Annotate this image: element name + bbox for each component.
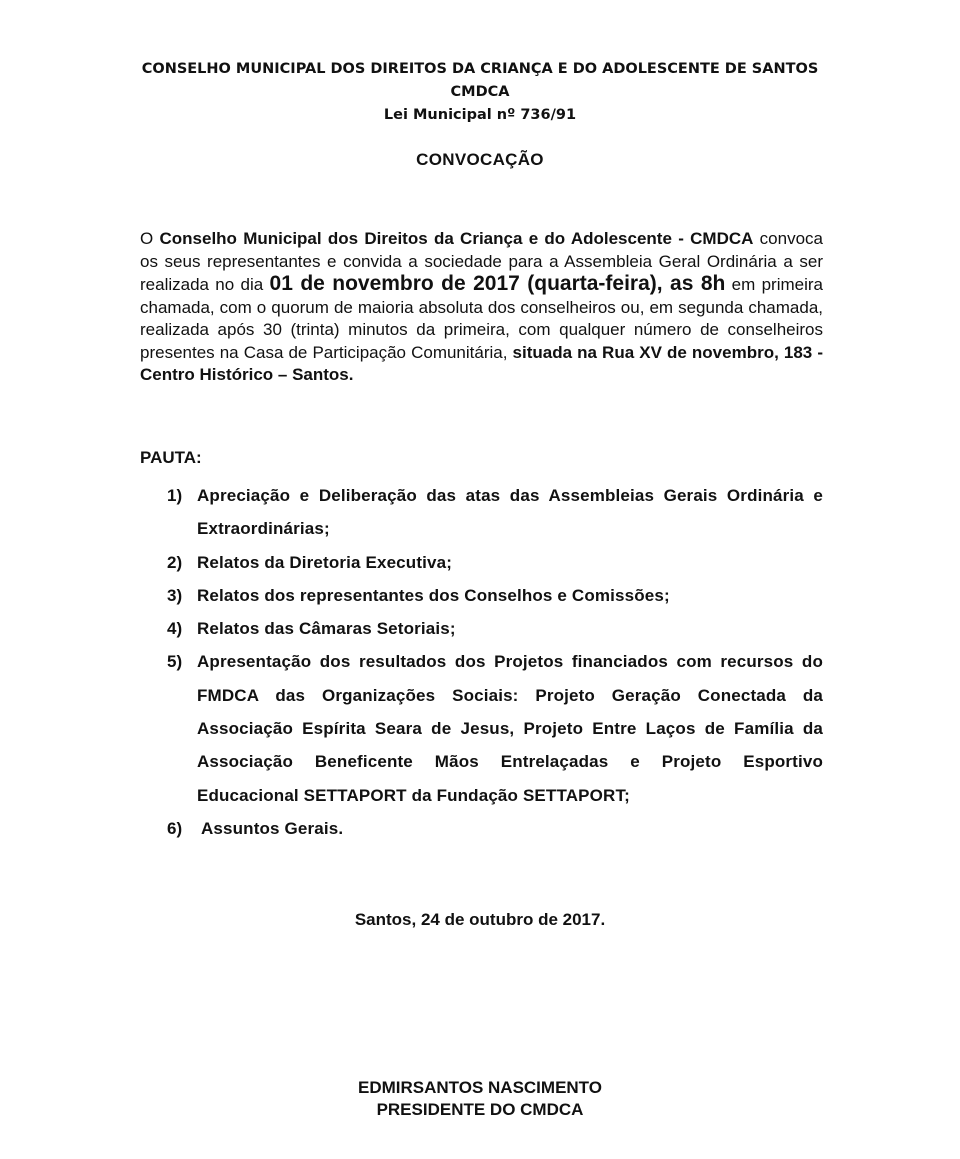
agenda-item-text: Relatos das Câmaras Setoriais;	[197, 619, 456, 639]
agenda-item-text: Relatos dos representantes dos Conselhos e Comissões;	[197, 585, 670, 605]
agenda-item-number: 1)	[167, 486, 183, 505]
document-date: Santos, 24 de outubro de 2017.	[354, 910, 606, 929]
agenda-item	[167, 812, 823, 845]
meeting-date-time: 01 de novembro de 2017 (quarta-feira), as 8h	[269, 272, 726, 295]
agenda-item-text: Apreciação e Deliberação das atas das Assembleias Gerais Ordinária e Extraordinárias;	[197, 486, 823, 539]
signatory-name: EDMIRSANTOS NASCIMENTO	[357, 1078, 602, 1097]
body-text-intro: O	[140, 229, 160, 248]
document-title: CONVOCAÇÃO	[416, 150, 544, 169]
agenda-item-number: 5)	[167, 652, 183, 672]
agenda-item-number: 4)	[167, 619, 183, 639]
agenda-item	[167, 479, 823, 546]
signatory-role: PRESIDENTE DO CMDCA	[376, 1100, 584, 1119]
agenda-item	[167, 612, 823, 645]
agenda-item	[167, 645, 823, 811]
agenda-item-number: 3)	[167, 585, 183, 605]
agenda-item-number: 2)	[167, 552, 183, 572]
council-acronym: CMDCA	[450, 84, 510, 100]
convocation-paragraph	[140, 228, 823, 387]
agenda-item-text: Relatos da Diretoria Executiva;	[197, 552, 453, 572]
body-council-name: Conselho Municipal dos Direitos da Criança e do Adolescente - CMDCA	[159, 229, 754, 248]
body-text-convoke: convoca os seus representantes e convida a sociedade para a Assembleia Geral Ordinária a ser realizada no dia	[140, 229, 823, 294]
agenda-item-number: 6)	[167, 818, 183, 838]
agenda-item-text: Apresentação dos resultados dos Projetos financiados com recursos do FMDCA das Organizações Sociais: Projeto Geração Conectada da Associação Espírita Seara de Jesus, Projeto Entre Laços de Família da Associação Beneficente Mãos Entrelaçadas e Projeto Esportivo Educacional SETTAPORT da Fundação SETTAPORT;	[197, 652, 823, 805]
council-name: CONSELHO MUNICIPAL DOS DIREITOS DA CRIANÇA E DO ADOLESCENTE DE SANTOS	[141, 61, 819, 77]
agenda-list	[167, 479, 823, 845]
body-text-quorum: em primeira chamada, com o quorum de maioria absoluta dos conselheiros ou, em segunda chamada, realizada após 30 (trinta) minutos da primeira, com qualquer número de conselheiros presentes na Casa de Participação Comunitária,	[140, 275, 823, 362]
agenda-label: PAUTA:	[140, 448, 202, 467]
agenda-item	[167, 546, 823, 579]
signature-block	[0, 1077, 960, 1121]
agenda-item	[167, 579, 823, 612]
document-header	[0, 58, 960, 127]
agenda-item-text: Assuntos Gerais.	[201, 818, 344, 838]
meeting-address: situada na Rua XV de novembro, 183 - Centro Histórico – Santos.	[140, 342, 823, 384]
municipal-law: Lei Municipal nº 736/91	[383, 107, 577, 123]
